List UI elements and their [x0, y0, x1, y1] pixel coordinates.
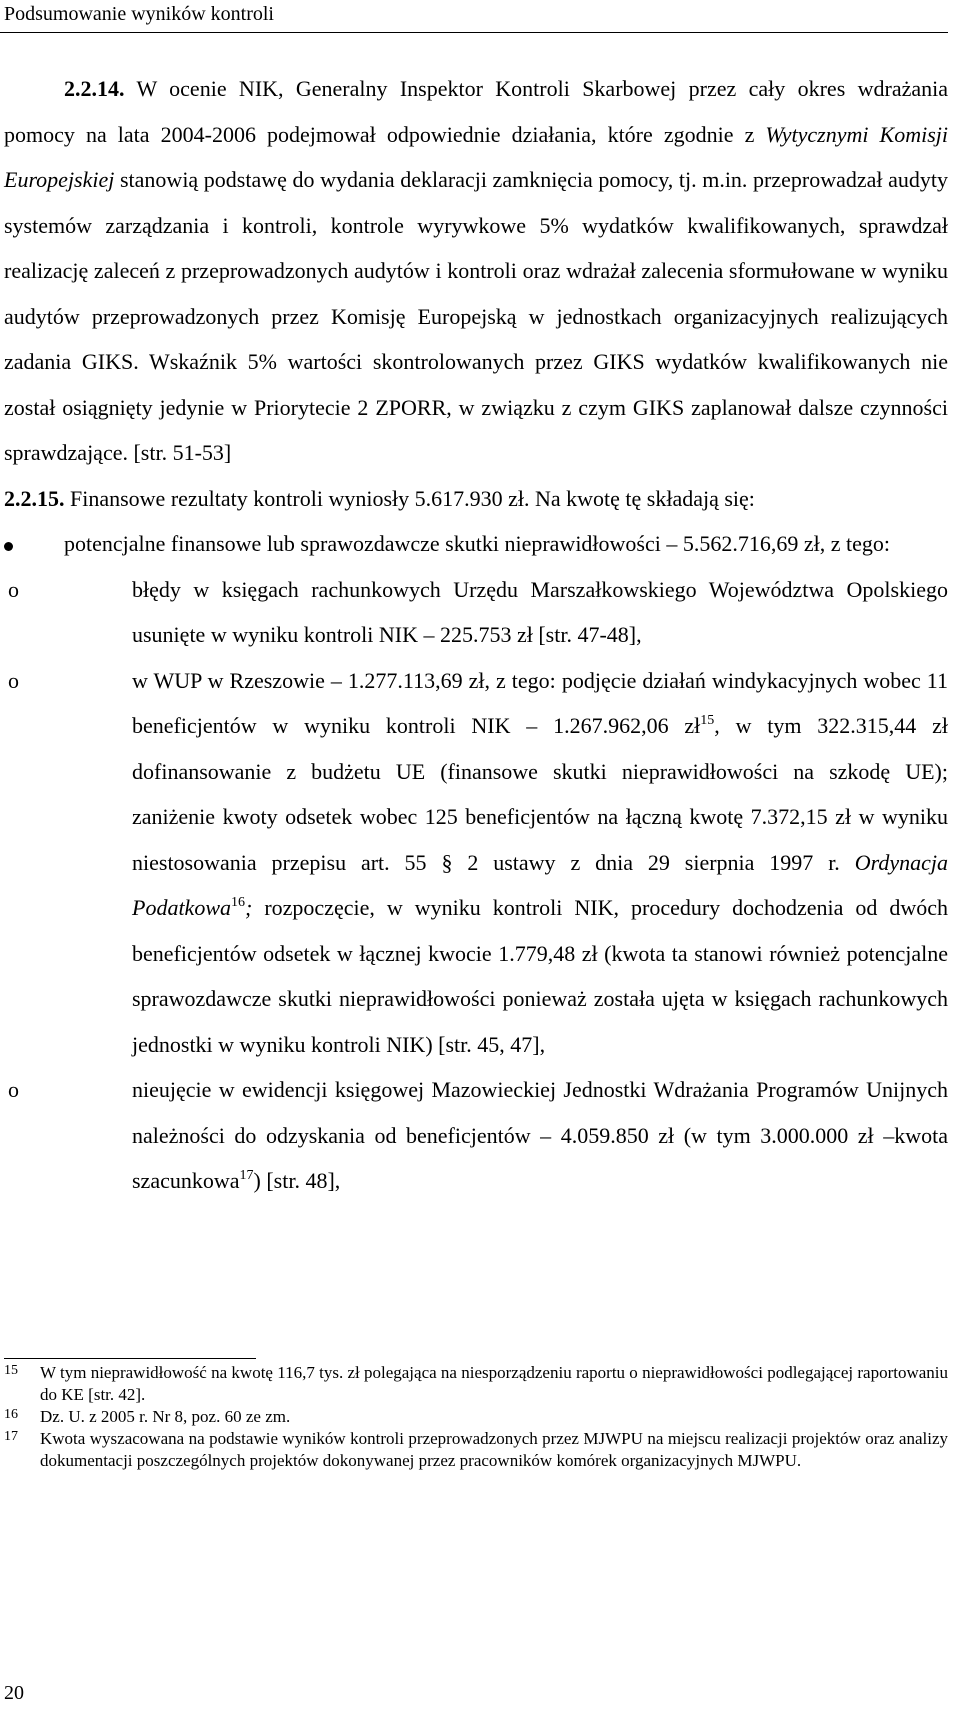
sub-text-part: rozpoczęcie, w wyniku kontroli NIK, procedury dochodzenia od dwóch beneficjentów odsetek w łącznej kwocie 1.779,48 zł (kwota ta stanowi również potencjalne sprawozdawcze skutki nieprawidłowości ponieważ została ujęta w księgach rachunkowych jednostki w wyniku kontroli NIK) [str. 45, 47], [132, 895, 948, 1057]
bullet-marker [4, 521, 64, 567]
footnote [4, 1428, 948, 1472]
paragraph-number: 2.2.15. [4, 485, 65, 511]
bullet-item [4, 521, 948, 567]
footnote-text: W tym nieprawidłowość na kwotę 116,7 tys. zł polegająca na niesporządzeniu raportu o nieprawidłowości podlegającej raportowaniu do KE [str. 42]. [40, 1363, 948, 1404]
footnote-text: Dz. U. z 2005 r. Nr 8, poz. 60 ze zm. [40, 1407, 291, 1426]
italic-text: ; [245, 895, 253, 920]
bullet-text: potencjalne finansowe lub sprawozdawcze skutki nieprawidłowości – 5.562.716,69 zł, z tego: [64, 531, 890, 556]
footnote-number: 17 [4, 1429, 18, 1444]
footnote-ref: 16 [231, 895, 245, 910]
bullet-dot-icon [4, 542, 13, 551]
sub-list-marker: o [8, 576, 19, 602]
footnote [4, 1362, 948, 1406]
header-rule [0, 32, 948, 33]
paragraph-text: stanowią podstawę do wydania deklaracji zamknięcia pomocy, tj. m.in. przeprowadzał audyty systemów zarządzania i kontroli, kontrole wyrywkowe 5% wydatków kwalifikowanych, sprawdzał realizację zaleceń z przeprowadzonych audytów i kontroli oraz wdrażał zalecenia sformułowane w wyniku audytów przeprowadzonych przez Komisję Europejską w jednostkach organizacyjnych realizujących zadania GIKS. Wskaźnik 5% wartości skontrolowanych przez GIKS wydatków kwalifikowanych nie został osiągnięty jedynie w Priorytecie 2 ZPORR, w związku z czym GIKS zaplanował dalsze czynności sprawdzające. [str. 51-53] [4, 167, 948, 465]
document-body [4, 66, 948, 1204]
italic-text: Wytycznymi Komisji Europejskiej [4, 121, 949, 192]
sub-list-item [8, 567, 948, 658]
footnote [4, 1406, 948, 1428]
sub-text-part: nieujęcie w ewidencji księgowej Mazowieckiej Jednostki Wdrażania Programów Unijnych należności do odzyskania od beneficjentów – 4.059.850 zł (w tym 3.000.000 zł –kwota szacunkowa [132, 1077, 948, 1193]
running-header: Podsumowanie wyników kontroli [4, 3, 274, 25]
footnotes [4, 1362, 948, 1472]
sub-text-part: ) [str. 48], [253, 1168, 341, 1193]
footnote-text: Kwota wyszacowana na podstawie wyników kontroli przeprowadzonych przez MJWPU na miejscu realizacji projektów oraz analizy dokumentacji poszczególnych projektów dokonywanej przez pracowników komórek organizacyjnych MJWPU. [40, 1429, 948, 1470]
paragraph-2-2-15 [4, 476, 948, 522]
footnote-number: 15 [4, 1363, 18, 1378]
footnote-ref: 17 [239, 1168, 254, 1183]
footnote-ref: 15 [700, 713, 715, 728]
sub-list-item [8, 1067, 948, 1204]
sub-list-item [8, 658, 948, 1068]
sub-text-part: w WUP w Rzeszowie – 1.277.113,69 zł, z tego: podjęcie działań windykacyjnych wobec 11 beneficjentów w wyniku kontroli NIK – 1.267.962,06 zł [132, 667, 948, 738]
sub-list-text [132, 658, 948, 1068]
sub-list-marker: o [8, 1077, 19, 1102]
footnote-number: 16 [4, 1407, 18, 1422]
paragraph-2-2-14 [4, 66, 948, 476]
paragraph-text: Finansowe rezultaty kontroli wyniosły 5.617.930 zł. Na kwotę tę składają się: [64, 485, 755, 511]
footnote-rule [4, 1358, 256, 1359]
paragraph-number: 2.2.14. [64, 76, 125, 101]
italic-text: Ordynacja Podatkowa [132, 849, 948, 920]
sub-list-text: błędy w księgach rachunkowych Urzędu Marszałkowskiego Województwa Opolskiego usunięte w wyniku kontroli NIK – 225.753 zł [str. 47-48], [132, 576, 948, 647]
sub-list-text [132, 1067, 948, 1204]
page-number: 20 [4, 1682, 24, 1704]
sub-list-marker: o [8, 667, 19, 693]
sub-text-part: , w tym 322.315,44 zł dofinansowanie z budżetu UE (finansowe skutki nieprawidłowości na szkodę UE); zaniżenie kwoty odsetek wobec 125 beneficjentów na łączną kwotę 7.372,15 zł w wyniku niestosowania przepisu art. 55 § 2 ustawy z dnia 29 sierpnia 1997 r. [132, 713, 948, 875]
paragraph-text: W ocenie NIK, Generalny Inspektor Kontroli Skarbowej przez cały okres wdrażania pomocy na lata 2004-2006 podejmował odpowiednie działania, które zgodnie z [4, 76, 948, 147]
